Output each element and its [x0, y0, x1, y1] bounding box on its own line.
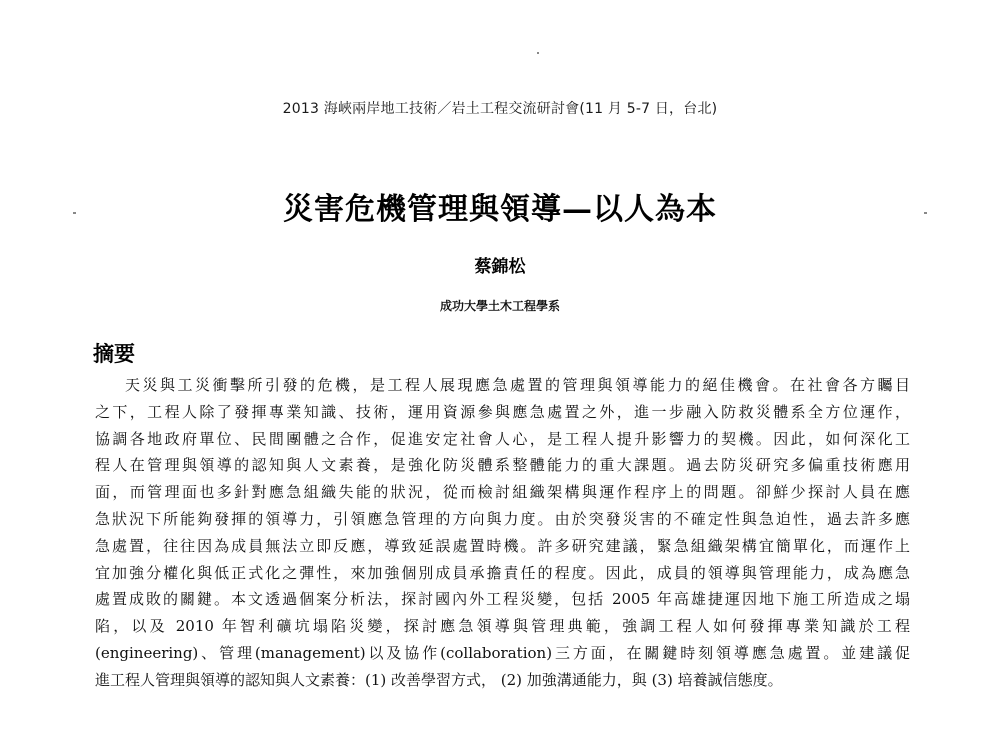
abstract-line: 天災與工災衝擊所引發的危機，是工程人展現應急處置的管理與領導能力的絕佳機會。在社會各方矚目 — [125, 376, 910, 394]
abstract-line: 進工程人管理與領導的認知與人文素養：(1) 改善學習方式， (2) 加強溝通能力，與 (3) 培養誠信態度。 — [95, 670, 783, 689]
abstract-line: 面，而管理面也多針對應急組織失能的狀況，從而檢討組織架構與運作程序上的問題。卻鮮少探討人員在應 — [95, 483, 910, 502]
abstract-line: 急處置，往往因為成員無法立即反應，導致延誤處置時機。許多研究建議，緊急組織架構宜簡單化，而運作上 — [95, 536, 910, 555]
abstract-line: 程人在管理與領導的認知與人文素養，是強化防災體系整體能力的重大課題。過去防災研究多偏重技術應用 — [95, 456, 910, 475]
abstract-line: (engineering)、管理(management)以及協作(collaboration)三方面，在關鍵時刻領導應急處置。並建議促 — [95, 643, 910, 662]
abstract-line: 陷，以及 2010 年智利礦坑塌陷災變，探討應急領導與管理典範，強調工程人如何發揮專業知識於工程 — [95, 617, 910, 636]
abstract-line: 處置成敗的關鍵。本文透過個案分析法，探討國內外工程災變，包括 2005 年高雄捷運因地下施工所造成之塌 — [95, 590, 910, 609]
abstract-line: 之下，工程人除了發揮專業知識、技術，運用資源參與應急處置之外，進一步融入防救災體系全方位運作， — [95, 402, 910, 421]
scan-speck — [924, 212, 927, 214]
paper-title: 災害危機管理與領導—以人為本 — [283, 192, 717, 227]
conference-header: 2013 海峽兩岸地工技術／岩土工程交流研討會(11 月 5-7 日，台北) — [282, 101, 718, 117]
abstract-line: 急狀況下所能夠發揮的領導力，引領應急管理的方向與力度。由於突發災害的不確定性與急迫性，過去許多應 — [95, 509, 910, 528]
scan-speck — [73, 212, 76, 214]
author-name: 蔡錦松 — [474, 257, 526, 277]
abstract-heading: 摘要 — [93, 342, 135, 366]
abstract-line: 協調各地政府單位、民間團體之合作，促進安定社會人心，是工程人提升影響力的契機。因此，如何深化工 — [95, 429, 910, 448]
abstract-line: 宜加強分權化與低正式化之彈性，來加強個別成員承擔責任的程度。因此，成員的領導與管理能力，成為應急 — [95, 563, 910, 582]
scan-speck — [537, 52, 539, 54]
author-affiliation: 成功大學土木工程學系 — [439, 299, 560, 313]
abstract-body — [95, 372, 910, 694]
